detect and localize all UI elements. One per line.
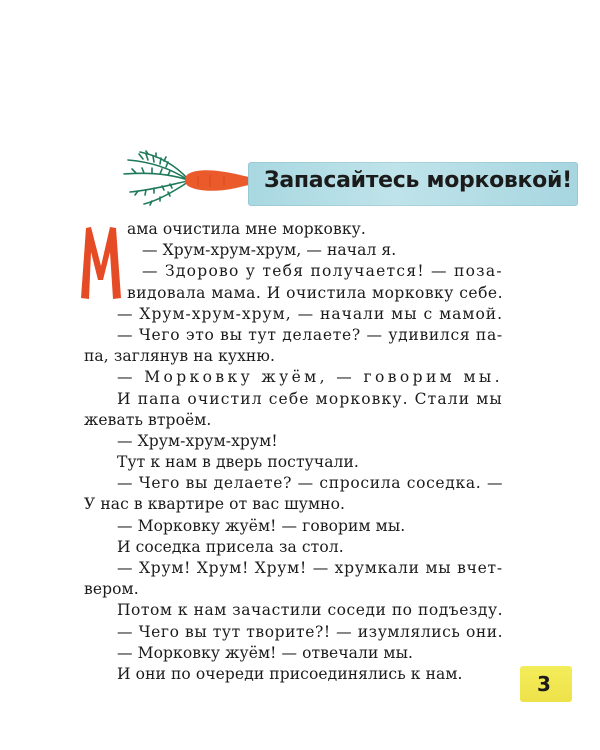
story-line: И они по очереди присоединялись к нам. (117, 665, 463, 683)
page-number-badge (520, 666, 572, 702)
story-line: ама очистила мне морковку. (127, 220, 366, 238)
chapter-header (118, 150, 578, 214)
story-line: — Хрум-хрум-хрум, — начал я. (142, 241, 397, 259)
story-line: па, заглянув на кухню. (84, 347, 275, 365)
story-line: вером. (84, 580, 139, 598)
story-line: — Хрум-хрум-хрум! (117, 432, 278, 450)
story-line: жевать втроём. (84, 411, 212, 429)
story-line: И соседка присела за стол. (117, 538, 344, 556)
page-title: Запасайтесь морковкой! (264, 168, 572, 193)
story-line: И папа очистил себе морковку. Стали мы (117, 390, 503, 408)
story-line: — Чего вы тут творите?! — изумлялись они. (117, 623, 504, 641)
story-line: — Чего вы делаете? — спросила соседка. — (117, 474, 504, 492)
story-line: — Морковку жуём, — говорим мы. (117, 368, 503, 386)
page-number: 3 (537, 672, 551, 696)
story-line: — Хрум-хрум-хрум, — начали мы с мамой. (117, 305, 504, 323)
story-line: Тут к нам в дверь постучали. (117, 453, 359, 471)
story-line: — Здорово у тебя получается! — поза- (142, 262, 503, 280)
carrot-icon (118, 150, 268, 210)
story-line: — Морковку жуём! — говорим мы. (117, 517, 406, 535)
story-line: — Чего это вы тут делаете? — удивился па- (117, 326, 503, 344)
story-line: видовала мама. И очистила морковку себе. (127, 284, 503, 302)
story-line: — Хрум! Хрум! Хрум! — хрумкали мы вчет- (117, 559, 503, 577)
drop-cap (77, 222, 125, 302)
story-line: У нас в квартире от вас шумно. (84, 495, 346, 513)
title-banner (248, 162, 578, 206)
story-line: Потом к нам зачастили соседи по подъезду. (117, 601, 504, 619)
story-line: — Морковку жуём! — отвечали мы. (117, 644, 414, 662)
